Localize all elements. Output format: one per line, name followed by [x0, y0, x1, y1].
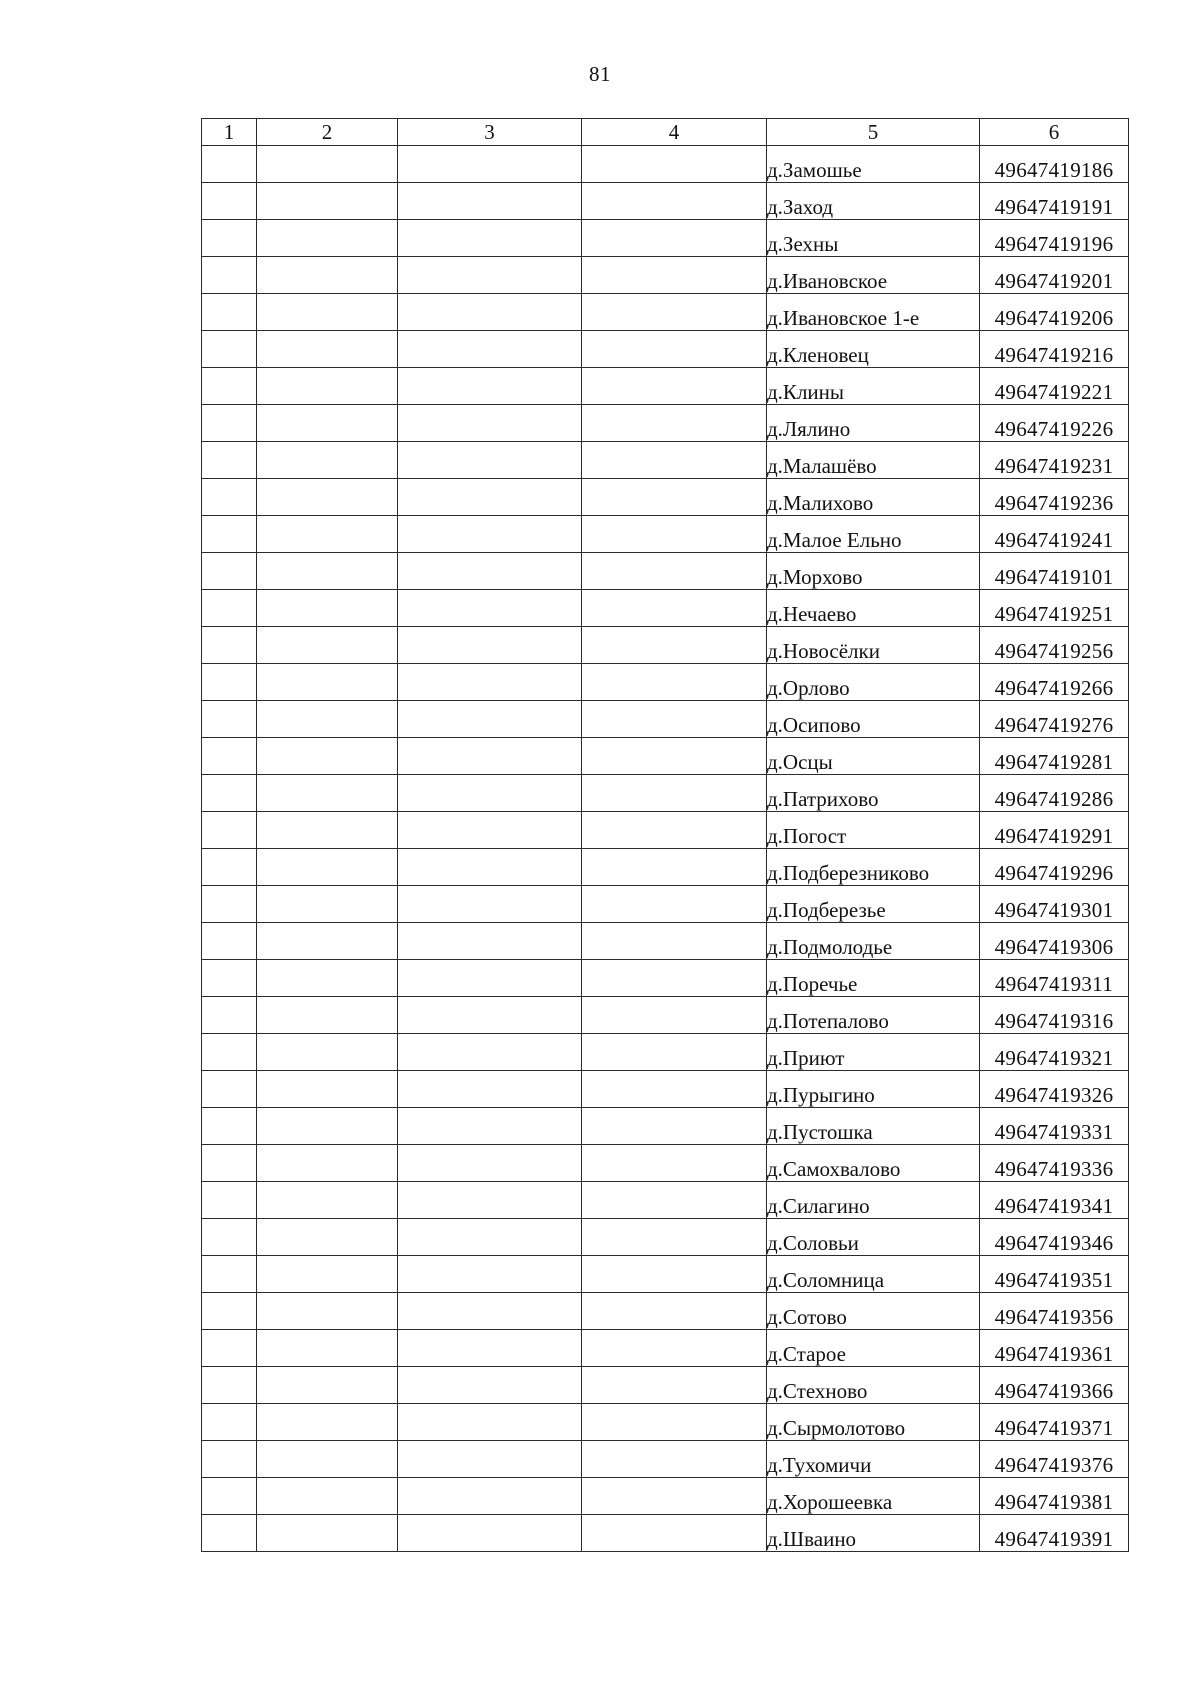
empty-cell-col3: [398, 368, 582, 405]
empty-cell-col2: [257, 183, 398, 220]
empty-cell-col1: [202, 664, 257, 701]
settlement-name-cell: д.Замошье: [767, 146, 980, 183]
empty-cell-col1: [202, 294, 257, 331]
empty-cell-col1: [202, 405, 257, 442]
empty-cell-col2: [257, 1478, 398, 1515]
table-header: [202, 119, 1129, 146]
empty-cell-col4: [582, 1182, 767, 1219]
empty-cell-col1: [202, 701, 257, 738]
empty-cell-col4: [582, 1256, 767, 1293]
empty-cell-col3: [398, 553, 582, 590]
empty-cell-col3: [398, 183, 582, 220]
empty-cell-col3: [398, 294, 582, 331]
settlement-name-cell: д.Новосёлки: [767, 627, 980, 664]
table-row: [202, 1293, 1129, 1330]
table-row: [202, 849, 1129, 886]
oktmo-code-cell: 49647419336: [980, 1145, 1129, 1182]
empty-cell-col1: [202, 738, 257, 775]
oktmo-code-cell: 49647419236: [980, 479, 1129, 516]
empty-cell-col1: [202, 1293, 257, 1330]
empty-cell-col1: [202, 1108, 257, 1145]
empty-cell-col4: [582, 516, 767, 553]
table-row: [202, 738, 1129, 775]
empty-cell-col2: [257, 442, 398, 479]
empty-cell-col3: [398, 1404, 582, 1441]
empty-cell-col1: [202, 368, 257, 405]
empty-cell-col4: [582, 146, 767, 183]
empty-cell-col4: [582, 331, 767, 368]
settlement-name-cell: д.Погост: [767, 812, 980, 849]
empty-cell-col3: [398, 1367, 582, 1404]
settlement-name-cell: д.Соловьи: [767, 1219, 980, 1256]
settlement-name-cell: д.Силагино: [767, 1182, 980, 1219]
empty-cell-col2: [257, 553, 398, 590]
empty-cell-col3: [398, 516, 582, 553]
empty-cell-col4: [582, 479, 767, 516]
table-row: [202, 516, 1129, 553]
settlement-name-cell: д.Самохвалово: [767, 1145, 980, 1182]
oktmo-code-cell: 49647419381: [980, 1478, 1129, 1515]
empty-cell-col1: [202, 1404, 257, 1441]
empty-cell-col4: [582, 701, 767, 738]
table-row: [202, 183, 1129, 220]
empty-cell-col3: [398, 923, 582, 960]
empty-cell-col4: [582, 1071, 767, 1108]
table-row: [202, 1145, 1129, 1182]
empty-cell-col2: [257, 627, 398, 664]
table-row: [202, 1071, 1129, 1108]
oktmo-code-cell: 49647419361: [980, 1330, 1129, 1367]
oktmo-code-cell: 49647419301: [980, 886, 1129, 923]
empty-cell-col1: [202, 442, 257, 479]
empty-cell-col3: [398, 960, 582, 997]
table-body: [202, 146, 1129, 1552]
empty-cell-col3: [398, 442, 582, 479]
empty-cell-col2: [257, 1108, 398, 1145]
settlement-name-cell: д.Ивановское: [767, 257, 980, 294]
table-row: [202, 442, 1129, 479]
empty-cell-col2: [257, 923, 398, 960]
column-header-3: 3: [398, 119, 582, 146]
empty-cell-col2: [257, 1182, 398, 1219]
table-row: [202, 1441, 1129, 1478]
empty-cell-col4: [582, 1515, 767, 1552]
empty-cell-col3: [398, 775, 582, 812]
oktmo-code-cell: 49647419216: [980, 331, 1129, 368]
empty-cell-col2: [257, 1219, 398, 1256]
settlement-name-cell: д.Малашёво: [767, 442, 980, 479]
table-row: [202, 1108, 1129, 1145]
empty-cell-col3: [398, 627, 582, 664]
table-row: [202, 331, 1129, 368]
empty-cell-col2: [257, 664, 398, 701]
oktmo-code-cell: 49647419341: [980, 1182, 1129, 1219]
empty-cell-col3: [398, 1478, 582, 1515]
oktmo-code-cell: 49647419281: [980, 738, 1129, 775]
settlement-name-cell: д.Пустошка: [767, 1108, 980, 1145]
oktmo-code-cell: 49647419316: [980, 997, 1129, 1034]
empty-cell-col3: [398, 1441, 582, 1478]
oktmo-code-cell: 49647419296: [980, 849, 1129, 886]
settlement-name-cell: д.Малихово: [767, 479, 980, 516]
settlement-name-cell: д.Сырмолотово: [767, 1404, 980, 1441]
settlement-name-cell: д.Нечаево: [767, 590, 980, 627]
empty-cell-col3: [398, 405, 582, 442]
table-row: [202, 553, 1129, 590]
empty-cell-col1: [202, 1034, 257, 1071]
settlement-name-cell: д.Старое: [767, 1330, 980, 1367]
empty-cell-col3: [398, 1182, 582, 1219]
empty-cell-col4: [582, 1034, 767, 1071]
empty-cell-col3: [398, 849, 582, 886]
empty-cell-col4: [582, 812, 767, 849]
table-row: [202, 405, 1129, 442]
oktmo-code-cell: 49647419286: [980, 775, 1129, 812]
empty-cell-col4: [582, 1108, 767, 1145]
empty-cell-col4: [582, 405, 767, 442]
empty-cell-col1: [202, 1219, 257, 1256]
empty-cell-col2: [257, 368, 398, 405]
oktmo-code-cell: 49647419306: [980, 923, 1129, 960]
empty-cell-col1: [202, 1515, 257, 1552]
empty-cell-col2: [257, 1441, 398, 1478]
empty-cell-col3: [398, 664, 582, 701]
settlement-name-cell: д.Сотово: [767, 1293, 980, 1330]
settlement-name-cell: д.Потепалово: [767, 997, 980, 1034]
empty-cell-col1: [202, 257, 257, 294]
settlement-name-cell: д.Малое Ельно: [767, 516, 980, 553]
table-row: [202, 220, 1129, 257]
empty-cell-col1: [202, 923, 257, 960]
settlement-name-cell: д.Подмолодье: [767, 923, 980, 960]
empty-cell-col1: [202, 553, 257, 590]
settlement-name-cell: д.Подберезье: [767, 886, 980, 923]
empty-cell-col4: [582, 627, 767, 664]
empty-cell-col4: [582, 294, 767, 331]
table-row: [202, 997, 1129, 1034]
column-header-2: 2: [257, 119, 398, 146]
empty-cell-col4: [582, 1441, 767, 1478]
empty-cell-col3: [398, 257, 582, 294]
oktmo-code-cell: 49647419201: [980, 257, 1129, 294]
empty-cell-col4: [582, 1478, 767, 1515]
table-row: [202, 1219, 1129, 1256]
empty-cell-col2: [257, 701, 398, 738]
empty-cell-col1: [202, 516, 257, 553]
oktmo-code-cell: 49647419291: [980, 812, 1129, 849]
oktmo-code-cell: 49647419101: [980, 553, 1129, 590]
empty-cell-col1: [202, 1145, 257, 1182]
empty-cell-col2: [257, 1034, 398, 1071]
empty-cell-col4: [582, 960, 767, 997]
empty-cell-col4: [582, 183, 767, 220]
oktmo-code-cell: 49647419376: [980, 1441, 1129, 1478]
settlement-name-cell: д.Стехново: [767, 1367, 980, 1404]
empty-cell-col1: [202, 1367, 257, 1404]
settlement-name-cell: д.Пурыгино: [767, 1071, 980, 1108]
empty-cell-col4: [582, 923, 767, 960]
empty-cell-col4: [582, 368, 767, 405]
table-row: [202, 627, 1129, 664]
empty-cell-col3: [398, 479, 582, 516]
empty-cell-col1: [202, 849, 257, 886]
empty-cell-col2: [257, 146, 398, 183]
table-row: [202, 368, 1129, 405]
settlement-name-cell: д.Зехны: [767, 220, 980, 257]
empty-cell-col3: [398, 812, 582, 849]
oktmo-code-cell: 49647419276: [980, 701, 1129, 738]
empty-cell-col4: [582, 257, 767, 294]
empty-cell-col2: [257, 738, 398, 775]
empty-cell-col4: [582, 886, 767, 923]
empty-cell-col3: [398, 220, 582, 257]
empty-cell-col4: [582, 590, 767, 627]
settlement-name-cell: д.Поречье: [767, 960, 980, 997]
empty-cell-col2: [257, 886, 398, 923]
settlement-name-cell: д.Заход: [767, 183, 980, 220]
empty-cell-col1: [202, 886, 257, 923]
column-header-4: 4: [582, 119, 767, 146]
empty-cell-col2: [257, 479, 398, 516]
column-header-5: 5: [767, 119, 980, 146]
oktmo-code-cell: 49647419346: [980, 1219, 1129, 1256]
oktmo-code-cell: 49647419356: [980, 1293, 1129, 1330]
empty-cell-col1: [202, 220, 257, 257]
settlement-name-cell: д.Патрихово: [767, 775, 980, 812]
oktmo-code-cell: 49647419241: [980, 516, 1129, 553]
oktmo-code-cell: 49647419331: [980, 1108, 1129, 1145]
oktmo-code-cell: 49647419321: [980, 1034, 1129, 1071]
empty-cell-col2: [257, 960, 398, 997]
oktmo-code-cell: 49647419231: [980, 442, 1129, 479]
oktmo-code-cell: 49647419191: [980, 183, 1129, 220]
empty-cell-col3: [398, 1034, 582, 1071]
empty-cell-col2: [257, 1330, 398, 1367]
table-row: [202, 257, 1129, 294]
empty-cell-col3: [398, 997, 582, 1034]
table-row: [202, 1404, 1129, 1441]
table-row: [202, 1478, 1129, 1515]
empty-cell-col2: [257, 849, 398, 886]
settlement-name-cell: д.Ивановское 1-е: [767, 294, 980, 331]
empty-cell-col1: [202, 331, 257, 368]
empty-cell-col4: [582, 553, 767, 590]
oktmo-code-cell: 49647419251: [980, 590, 1129, 627]
page-number: 81: [589, 62, 611, 86]
empty-cell-col2: [257, 405, 398, 442]
empty-cell-col4: [582, 664, 767, 701]
oktmo-code-cell: 49647419391: [980, 1515, 1129, 1552]
settlement-name-cell: д.Тухомичи: [767, 1441, 980, 1478]
empty-cell-col4: [582, 220, 767, 257]
empty-cell-col2: [257, 257, 398, 294]
settlement-name-cell: д.Подберезниково: [767, 849, 980, 886]
empty-cell-col4: [582, 1367, 767, 1404]
empty-cell-col3: [398, 1256, 582, 1293]
settlement-name-cell: д.Шваино: [767, 1515, 980, 1552]
empty-cell-col3: [398, 1515, 582, 1552]
table-row: [202, 886, 1129, 923]
empty-cell-col1: [202, 1441, 257, 1478]
table-row: [202, 812, 1129, 849]
empty-cell-col1: [202, 960, 257, 997]
settlement-name-cell: д.Морхово: [767, 553, 980, 590]
table-row: [202, 1367, 1129, 1404]
empty-cell-col1: [202, 1256, 257, 1293]
empty-cell-col1: [202, 997, 257, 1034]
empty-cell-col4: [582, 1330, 767, 1367]
empty-cell-col1: [202, 479, 257, 516]
oktmo-code-cell: 49647419371: [980, 1404, 1129, 1441]
empty-cell-col1: [202, 812, 257, 849]
empty-cell-col3: [398, 146, 582, 183]
empty-cell-col4: [582, 997, 767, 1034]
settlement-name-cell: д.Соломница: [767, 1256, 980, 1293]
empty-cell-col1: [202, 1330, 257, 1367]
table-row: [202, 775, 1129, 812]
empty-cell-col2: [257, 1071, 398, 1108]
table-row: [202, 1182, 1129, 1219]
table-row: [202, 701, 1129, 738]
empty-cell-col1: [202, 1182, 257, 1219]
settlement-name-cell: д.Осцы: [767, 738, 980, 775]
empty-cell-col4: [582, 738, 767, 775]
table-row: [202, 923, 1129, 960]
empty-cell-col3: [398, 886, 582, 923]
empty-cell-col4: [582, 1219, 767, 1256]
empty-cell-col2: [257, 1404, 398, 1441]
empty-cell-col2: [257, 590, 398, 627]
empty-cell-col2: [257, 331, 398, 368]
table-row: [202, 664, 1129, 701]
empty-cell-col2: [257, 1367, 398, 1404]
empty-cell-col1: [202, 775, 257, 812]
oktmo-code-cell: 49647419196: [980, 220, 1129, 257]
table-row: [202, 1330, 1129, 1367]
empty-cell-col3: [398, 1293, 582, 1330]
empty-cell-col2: [257, 812, 398, 849]
empty-cell-col2: [257, 1145, 398, 1182]
settlements-table: [201, 118, 1129, 1552]
empty-cell-col3: [398, 1330, 582, 1367]
empty-cell-col2: [257, 1293, 398, 1330]
empty-cell-col4: [582, 1404, 767, 1441]
oktmo-code-cell: 49647419221: [980, 368, 1129, 405]
table-row: [202, 479, 1129, 516]
empty-cell-col2: [257, 997, 398, 1034]
empty-cell-col2: [257, 294, 398, 331]
settlement-name-cell: д.Осипово: [767, 701, 980, 738]
empty-cell-col3: [398, 1145, 582, 1182]
table-row: [202, 294, 1129, 331]
settlement-name-cell: д.Приют: [767, 1034, 980, 1071]
empty-cell-col1: [202, 590, 257, 627]
empty-cell-col4: [582, 442, 767, 479]
oktmo-code-cell: 49647419351: [980, 1256, 1129, 1293]
table-row: [202, 1034, 1129, 1071]
header-row: [202, 119, 1129, 146]
empty-cell-col3: [398, 590, 582, 627]
empty-cell-col2: [257, 220, 398, 257]
oktmo-code-cell: 49647419266: [980, 664, 1129, 701]
empty-cell-col3: [398, 1071, 582, 1108]
empty-cell-col3: [398, 331, 582, 368]
settlement-name-cell: д.Орлово: [767, 664, 980, 701]
oktmo-code-cell: 49647419311: [980, 960, 1129, 997]
empty-cell-col4: [582, 849, 767, 886]
empty-cell-col2: [257, 775, 398, 812]
empty-cell-col3: [398, 1219, 582, 1256]
empty-cell-col2: [257, 516, 398, 553]
oktmo-code-cell: 49647419206: [980, 294, 1129, 331]
empty-cell-col2: [257, 1256, 398, 1293]
empty-cell-col1: [202, 183, 257, 220]
oktmo-code-cell: 49647419226: [980, 405, 1129, 442]
table-row: [202, 1256, 1129, 1293]
table-row: [202, 590, 1129, 627]
oktmo-code-cell: 49647419366: [980, 1367, 1129, 1404]
empty-cell-col3: [398, 1108, 582, 1145]
oktmo-code-cell: 49647419326: [980, 1071, 1129, 1108]
column-header-1: 1: [202, 119, 257, 146]
table-row: [202, 146, 1129, 183]
settlement-name-cell: д.Хорошеевка: [767, 1478, 980, 1515]
empty-cell-col1: [202, 146, 257, 183]
empty-cell-col1: [202, 1478, 257, 1515]
settlement-name-cell: д.Лялино: [767, 405, 980, 442]
column-header-6: 6: [980, 119, 1129, 146]
settlement-name-cell: д.Клины: [767, 368, 980, 405]
empty-cell-col1: [202, 1071, 257, 1108]
oktmo-code-cell: 49647419186: [980, 146, 1129, 183]
empty-cell-col1: [202, 627, 257, 664]
empty-cell-col4: [582, 1145, 767, 1182]
table-row: [202, 1515, 1129, 1552]
oktmo-code-cell: 49647419256: [980, 627, 1129, 664]
empty-cell-col4: [582, 775, 767, 812]
settlement-name-cell: д.Кленовец: [767, 331, 980, 368]
empty-cell-col3: [398, 738, 582, 775]
empty-cell-col3: [398, 701, 582, 738]
table-row: [202, 960, 1129, 997]
empty-cell-col2: [257, 1515, 398, 1552]
empty-cell-col4: [582, 1293, 767, 1330]
